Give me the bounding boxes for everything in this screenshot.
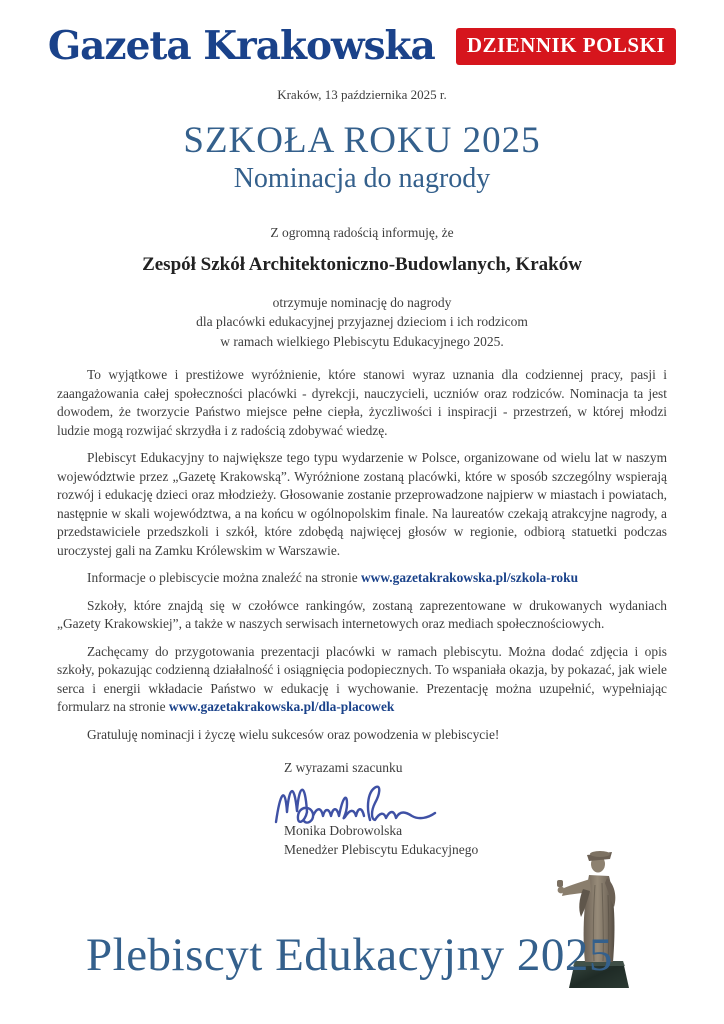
- body-paragraph-info: [57, 569, 667, 588]
- signatory-role: Menedżer Plebiscytu Edukacyjnego: [284, 842, 479, 858]
- body-paragraph-2: Plebiscyt Edukacyjny to największe tego typu wydarzenie w Polsce, organizowane od wielu lat w naszym województwie przez „Gazetę Krakowską”. Wyróżnione zostaną placówki, które w sposób szczególny wspierają rozwój i edukację dzieci oraz młodzieży. Głosowanie zostanie przeprowadzone najpierw w miastach i powiatach, następnie w skali województwa, a na końcu w ogólnopolskim finale. Na laureatów czekają atrakcyjne nagrody, a przedstawiciele przedszkoli i szkół, które zdobędą najwięcej głosów w regionie, odbiorą statuetki podczas uroczystej gali na Zamku Królewskim w Warszawie.: [57, 450, 667, 558]
- body-paragraph-4: Szkoły, które znajdą się w czołówce rankingów, zostaną zaprezentowane w drukowanych wydaniach „Gazety Krakowskiej”, a także w naszych serwisach internetowych oraz mediach społecznościowych.: [57, 597, 667, 632]
- intro-line: Z ogromną radością informuję, że: [270, 224, 454, 240]
- dla-placowek-link[interactable]: www.gazetakrakowska.pl/dla-placowek: [168, 699, 395, 715]
- page-title: SZKOŁA ROKU 2025: [183, 120, 541, 161]
- body-paragraph-1: To wyjątkowe i prestiżowe wyróżnienie, które stanowi wyraz uznania dla codziennej pracy, pasji i zaangażowania całej społeczności placówki - dyrekcji, nauczycieli, uczniów oraz rodziców. Nominacja ta jest dowodem, że tworzycie Państwo miejsce pełne ciepła, życzliwości i inspiracji - przestrzeń, w której młodzi ludzie mogą rozwijać skrzydła i z radością zdobywać wiedzę.: [57, 367, 667, 438]
- page-subtitle: Nominacja do nagrody: [233, 162, 491, 194]
- dziennik-polski-logo: [456, 28, 676, 65]
- award-line-1: otrzymuje nominację do nagrody: [272, 294, 452, 310]
- handwritten-signature-image: [272, 778, 442, 826]
- body-text: [57, 366, 667, 744]
- closing-line: Z wyrazami szacunku: [284, 760, 403, 776]
- signatory-name: Monika Dobrowolska: [284, 823, 403, 839]
- award-line-2: dla placówki edukacyjnej przyjaznej dzieciom i ich rodzicom: [196, 314, 528, 330]
- dziennik-polski-logo-text: DZIENNIK POLSKI: [466, 33, 666, 57]
- info-line-text: Informacje o plebiscycie można znaleźć na stronie: [87, 570, 362, 586]
- recipient-name: Zespół Szkół Architektoniczno-Budowlanych, Kraków: [142, 253, 582, 275]
- footer-title: Plebiscyt Edukacyjny 2025: [86, 929, 613, 981]
- body-paragraph-5: [57, 643, 667, 717]
- award-line-3: w ramach wielkiego Plebiscytu Edukacyjnego 2025.: [220, 333, 504, 349]
- signature-block: [284, 758, 724, 859]
- paragraph-5-text: Zachęcamy do przygotowania prezentacji placówki w ramach plebiscytu. Można dodać zdjęcia i opis szkoły, pokazując codzienną działalność i osiągnięcia podopiecznych. To wspaniała okazja, by pokazać, jak wiele serca i energii wkładacie Państwo w edukację i wychowanie. Prezentację można uzupełnić, wypełniając formularz na stronie: [57, 643, 667, 715]
- gazeta-krakowska-logo: Gazeta Krakowska: [47, 23, 435, 69]
- header: [0, 23, 724, 69]
- body-paragraph-congrats: Gratuluję nominacji i życzę wielu sukcesów oraz powodzenia w plebiscycie!: [87, 726, 500, 742]
- szkola-roku-link[interactable]: www.gazetakrakowska.pl/szkola-roku: [361, 570, 579, 586]
- date-line: Kraków, 13 października 2025 r.: [277, 87, 447, 102]
- award-lines: [0, 293, 724, 352]
